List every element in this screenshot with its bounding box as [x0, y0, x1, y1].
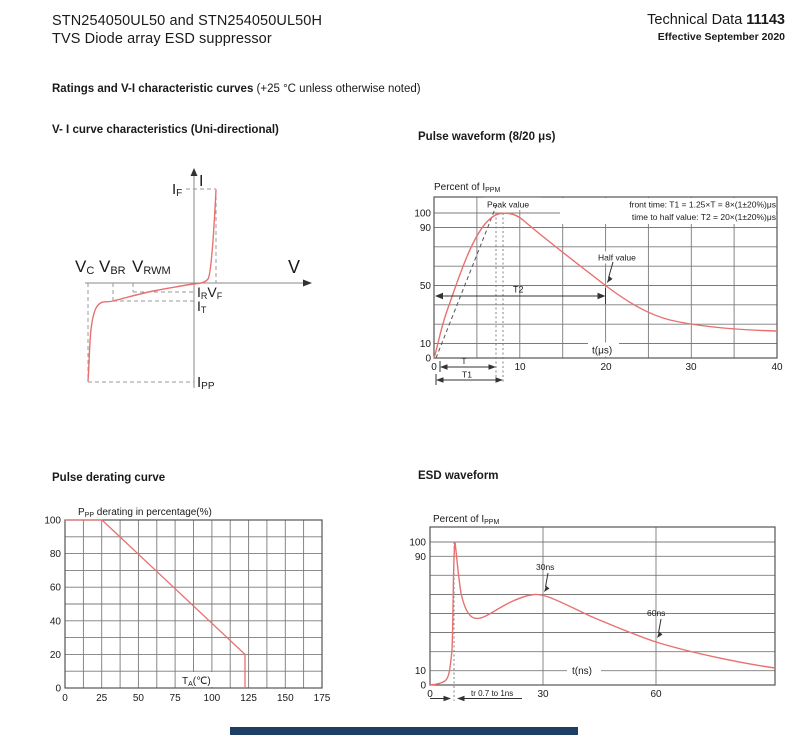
svg-text:10: 10: [514, 362, 526, 373]
svg-text:20: 20: [600, 362, 612, 373]
derating-x-tick-labels: [62, 693, 331, 704]
svg-text:60: 60: [650, 689, 662, 700]
doc-type: Technical Data: [647, 12, 743, 28]
svg-text:10: 10: [419, 339, 431, 350]
svg-text:60: 60: [49, 582, 61, 594]
svg-text:90: 90: [419, 223, 431, 234]
esd-y-axis-title: Percent of $I_{PPM}$: [433, 514, 500, 526]
esd-30ns-arrow-icon: [544, 573, 550, 592]
svg-text:40: 40: [49, 616, 61, 628]
esd-waveform-chart: [410, 495, 797, 720]
svg-text:0: 0: [62, 693, 68, 704]
esd-60ns-arrow-icon: [657, 619, 663, 638]
derating-grid: [65, 520, 322, 688]
pulse-chart-title: Pulse waveform (8/20 μs): [418, 131, 556, 143]
svg-text:0: 0: [420, 680, 426, 692]
pulse-half-value-label: Half value: [598, 252, 636, 263]
svg-text:0: 0: [55, 683, 61, 695]
document-header: [52, 12, 322, 48]
svg-text:0: 0: [427, 689, 433, 700]
svg-text:150: 150: [276, 693, 294, 704]
section-heading-note: (+25 °C unless otherwise noted): [253, 83, 421, 95]
derating-y-tick-labels: [44, 516, 61, 695]
pulse-y-tick-labels: [414, 209, 431, 365]
esd-chart-title: ESD waveform: [418, 470, 499, 482]
esd-30ns-label: 30ns: [536, 562, 555, 572]
vi-label-current-axis: I: [199, 173, 204, 190]
svg-text:40: 40: [771, 362, 783, 373]
svg-text:90: 90: [414, 551, 426, 563]
svg-text:50: 50: [132, 693, 144, 704]
section-heading-bold: Ratings and V-I characteristic curves: [52, 83, 254, 95]
vi-label-ipp: IPP: [197, 374, 215, 392]
effective-date: Effective September 2020: [657, 31, 785, 43]
vi-x-axis-arrow-icon: [303, 280, 312, 287]
esd-rise-time-label: tr 0.7 to 1ns: [471, 689, 514, 698]
document-meta: [647, 12, 785, 43]
vi-label-it: IT: [197, 298, 207, 315]
esd-60ns-label: 60ns: [647, 608, 666, 618]
pulse-peak-value-label: Peak value: [487, 199, 530, 210]
esd-plot-border: [430, 527, 775, 685]
pulse-x-axis-label: t(μs): [592, 345, 613, 357]
svg-text:100: 100: [409, 537, 426, 549]
product-title-line2: TVS Diode array ESD suppressor: [52, 31, 272, 47]
pulse-t-label: T: [461, 356, 467, 366]
vi-label-vbr: VBR: [99, 257, 126, 277]
doc-number: 11143: [746, 12, 785, 28]
vi-chart-title: V- I curve characteristics (Uni-directional): [52, 124, 279, 136]
vi-y-axis-arrow-icon: [191, 168, 198, 176]
svg-text:0: 0: [431, 362, 437, 373]
esd-grid: [430, 527, 775, 685]
svg-text:50: 50: [419, 281, 431, 292]
svg-text:75: 75: [169, 693, 181, 704]
vi-label-voltage-axis: V: [288, 257, 301, 277]
pulse-front-time-note: front time: T1 = 1.25×T = 8×(1±20%)μs: [629, 199, 776, 210]
footer-bar: [230, 727, 578, 735]
pulse-half-time-note: time to half value: T2 = 20×(1±20%)μs: [631, 212, 776, 222]
svg-text:10: 10: [414, 666, 426, 678]
svg-text:20: 20: [49, 650, 61, 661]
svg-text:175: 175: [313, 693, 331, 704]
doc-type-line: [647, 12, 785, 28]
pulse-waveform-chart: [410, 150, 797, 390]
vi-label-if: IF: [172, 181, 183, 199]
pulse-half-value-arrow-icon: [607, 262, 613, 283]
esd-y-tick-labels: [409, 538, 426, 692]
esd-x-axis-label: t(ns): [572, 666, 592, 677]
svg-text:100: 100: [44, 515, 61, 527]
svg-text:80: 80: [49, 549, 61, 560]
svg-text:100: 100: [414, 208, 431, 220]
derating-chart: [45, 465, 345, 715]
vi-curve-diagram: [60, 160, 330, 400]
vi-label-ir-vf: IRVF: [197, 284, 223, 301]
svg-text:25: 25: [96, 693, 108, 704]
derating-chart-title: Pulse derating curve: [52, 472, 166, 484]
vi-label-vrwm: VRWM: [132, 257, 171, 277]
svg-text:0: 0: [425, 353, 431, 365]
derating-y-axis-title: $P_{PP}$ derating in percentage(%): [78, 507, 212, 519]
vi-label-vc: VC: [75, 257, 95, 277]
product-title-line1: STN254050UL50 and STN254050UL50H: [52, 13, 323, 29]
derating-x-axis-label: $T_A(℃)$: [182, 676, 211, 688]
section-heading: [52, 83, 421, 95]
svg-text:100: 100: [203, 693, 221, 704]
svg-text:30: 30: [537, 689, 549, 700]
svg-text:30: 30: [685, 362, 697, 373]
pulse-t1-label: T1: [462, 369, 472, 380]
pulse-t2-label: T2: [513, 284, 524, 295]
pulse-y-axis-title: Percent of $I_{PPM}$: [434, 182, 501, 194]
svg-text:125: 125: [240, 693, 257, 704]
